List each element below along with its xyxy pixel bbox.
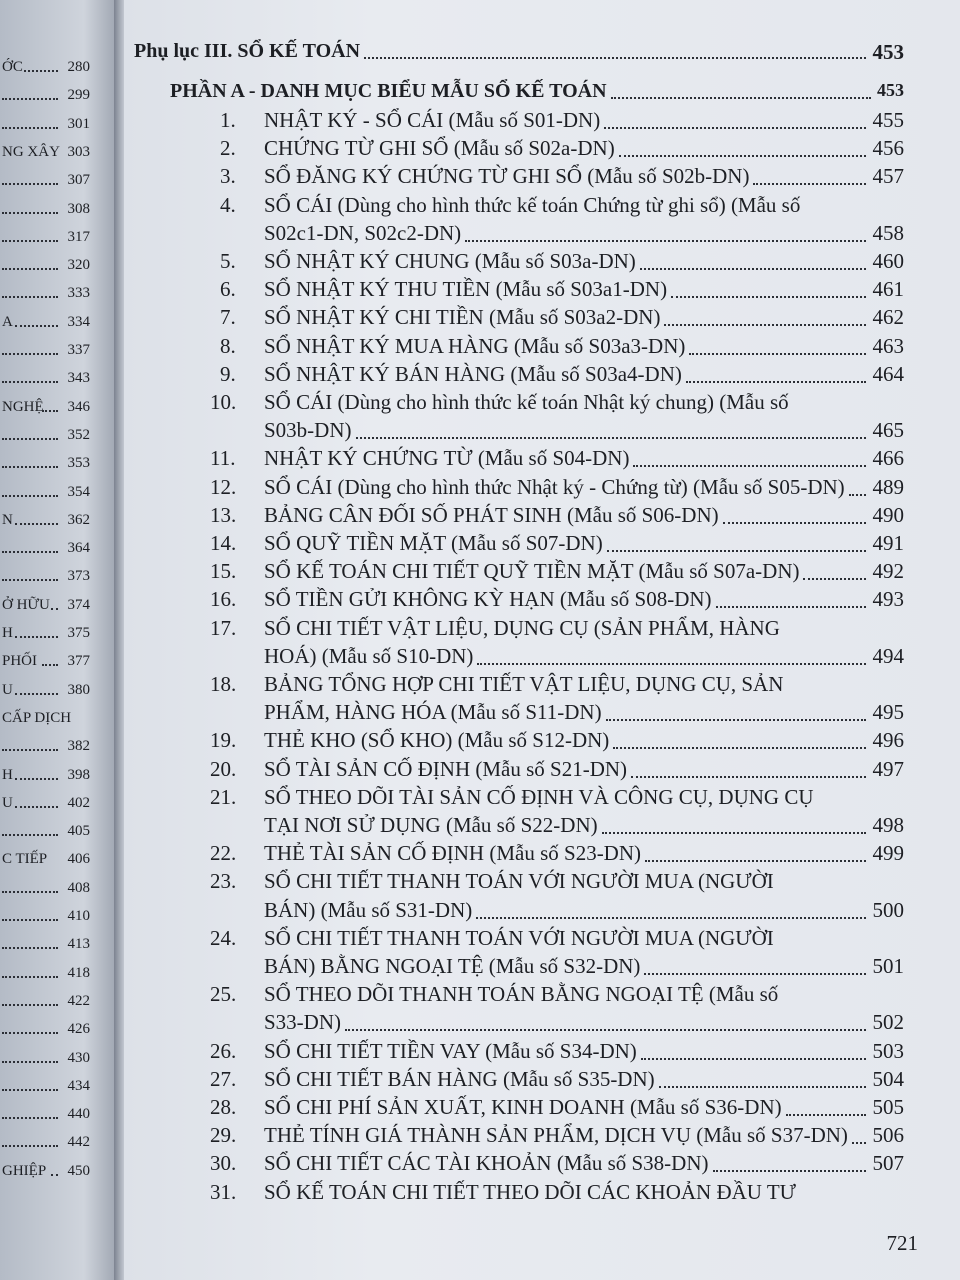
left-page-entry [0, 760, 114, 786]
leader-dots [640, 268, 866, 270]
leader-dots [2, 98, 58, 100]
toc-entry-number: 24. [210, 925, 237, 950]
leader-dots [786, 1114, 866, 1116]
left-page-entry-page-number: 320 [67, 257, 90, 274]
appendix-title: Phụ lục III. SỔ KẾ TOÁN [134, 40, 361, 62]
left-page-entry-text: GHIỆP [2, 1162, 47, 1179]
left-page-entry [0, 1099, 114, 1125]
toc-entry-title: S02c1-DN, S02c2-DN) [264, 220, 462, 245]
toc-entry-page-number: 506 [872, 1123, 904, 1148]
left-page-entry [0, 873, 114, 899]
left-page-entry-page-number: 380 [67, 681, 90, 698]
toc-entry-title: SỔ CÁI (Dùng cho hình thức kế toán Chứng từ ghi sổ) (Mẫu số [264, 192, 801, 217]
leader-dots [606, 719, 866, 721]
leader-dots [2, 240, 58, 242]
leader-dots [2, 353, 58, 355]
leader-dots [15, 523, 58, 525]
left-page-entry-page-number: 422 [67, 992, 90, 1009]
toc-entry-page-number: 495 [872, 700, 904, 725]
toc-entry-title: BẢNG TỔNG HỢP CHI TIẾT VẬT LIỆU, DỤNG CỤ, SẢN [264, 672, 784, 696]
toc-entry-page-number: 498 [872, 813, 904, 837]
toc-entry-title: SỔ CHI TIẾT THANH TOÁN VỚI NGƯỜI MUA (NGƯỜI [264, 925, 774, 950]
toc-entry-number: 4. [220, 192, 236, 217]
leader-dots [2, 976, 58, 978]
part-a-page-number: 453 [877, 80, 904, 100]
leader-dots [15, 806, 58, 808]
left-page-entry [0, 901, 114, 927]
left-page-entry-page-number: 408 [67, 879, 90, 896]
left-page-entry-text: C TIẾP [2, 851, 48, 868]
toc-entry-title: SỔ NHẬT KÝ MUA HÀNG (Mẫu số S03a3-DN) [264, 333, 686, 358]
leader-dots [645, 860, 866, 862]
left-page-entry-page-number: 442 [67, 1134, 90, 1151]
left-facing-page [0, 0, 120, 1280]
toc-entry-title: SỔ CHI TIẾT CÁC TÀI KHOẢN (Mẫu số S38-DN) [264, 1151, 709, 1176]
toc-entry-title: BÁN) (Mẫu số S31-DN) [264, 897, 473, 922]
toc-entry-title: SỔ QUỸ TIỀN MẶT (Mẫu số S07-DN) [264, 531, 603, 555]
toc-entry-title: NHẬT KÝ CHỨNG TỪ (Mẫu số S04-DN) [264, 446, 630, 471]
toc-entry-number: 15. [210, 559, 237, 584]
page-folio: 721 [886, 1231, 918, 1255]
left-page-entry [0, 137, 114, 163]
toc-entry-number: 9. [220, 361, 236, 386]
leader-dots [2, 1032, 58, 1034]
left-page-entry-page-number: 334 [67, 313, 90, 330]
toc-entry-number: 27. [210, 1066, 237, 1091]
toc-entry-title: SỔ CÁI (Dùng cho hình thức Nhật ký - Chứng từ) (Mẫu số S05-DN) [264, 474, 845, 499]
toc-entry-page-number: 500 [872, 897, 904, 922]
left-page-entry-page-number: 398 [67, 766, 90, 783]
left-page-entry [0, 958, 114, 984]
leader-dots [465, 240, 866, 242]
left-page-entry-text: ỚC [2, 59, 23, 75]
left-page-entry-text: NGHỆ [2, 398, 44, 415]
left-page-entry-page-number: 434 [67, 1077, 90, 1094]
left-page-entry-page-number: 337 [67, 342, 90, 358]
leader-dots [2, 891, 58, 893]
toc-entry-number: 13. [210, 502, 237, 527]
left-page-entry [0, 109, 114, 135]
toc-entry-title: THẺ KHO (SỔ KHO) (Mẫu số S12-DN) [264, 728, 610, 753]
toc-entry-title: SỔ NHẬT KÝ CHI TIỀN (Mẫu số S03a2-DN) [264, 305, 661, 330]
left-page-entry-text: N [2, 511, 13, 528]
left-page-entry [0, 307, 114, 333]
left-page-entry-page-number: 450 [67, 1162, 90, 1179]
toc-entry-page-number: 494 [872, 643, 904, 668]
leader-dots [51, 608, 58, 610]
leader-dots [849, 494, 866, 496]
left-page-entry-text: CẤP DỊCH [2, 709, 72, 726]
toc-entry-page-number: 502 [872, 1010, 904, 1035]
toc-entry-page-number: 489 [872, 474, 904, 499]
left-page-entry [0, 844, 114, 870]
left-page-entry-page-number: 303 [67, 143, 90, 160]
left-page-entry [0, 675, 114, 701]
toc-entry-title: BẢNG CÂN ĐỐI SỐ PHÁT SINH (Mẫu số S06-DN) [264, 502, 719, 527]
left-page-entry-text: H [2, 766, 13, 783]
leader-dots [2, 1061, 58, 1063]
left-page-entry-text: U [2, 681, 13, 698]
left-page-entry-page-number: 426 [67, 1021, 90, 1038]
left-page-entry [0, 731, 114, 757]
left-page-entry [0, 590, 114, 616]
toc-entry-number: 18. [210, 672, 237, 696]
toc-entry-number: 5. [220, 249, 236, 273]
toc-entry-page-number: 507 [872, 1151, 904, 1176]
leader-dots [2, 127, 58, 129]
left-page-entry [0, 420, 114, 446]
leader-dots [607, 550, 866, 552]
leader-dots [613, 747, 866, 749]
left-page-entry [0, 1127, 114, 1153]
leader-dots [644, 973, 866, 975]
leader-dots [2, 1004, 58, 1006]
leader-dots [611, 97, 871, 99]
leader-dots [15, 778, 58, 780]
toc-entry-title: HOÁ) (Mẫu số S10-DN) [264, 643, 474, 668]
toc-entry-title: SỔ CHI PHÍ SẢN XUẤT, KINH DOANH (Mẫu số S36-DN) [264, 1095, 782, 1119]
left-page-entry-text: A [2, 313, 13, 330]
left-page-entry-page-number: 364 [67, 540, 90, 557]
leader-dots [24, 70, 58, 72]
leader-dots [15, 325, 58, 327]
left-page-entry [0, 165, 114, 191]
toc-entry-number: 28. [210, 1095, 237, 1119]
toc-entry-page-number: 464 [872, 361, 904, 386]
leader-dots [2, 579, 58, 581]
left-page-entry-page-number: 353 [67, 455, 90, 472]
toc-entry-page-number: 491 [872, 531, 904, 555]
toc-entry-title: SỔ KẾ TOÁN CHI TIẾT THEO DÕI CÁC KHOẢN ĐẦU TƯ [264, 1179, 796, 1204]
left-page-entry-page-number: 413 [67, 936, 90, 953]
left-page-entry-page-number: 405 [67, 823, 90, 840]
leader-dots [619, 155, 866, 157]
left-page-entry-page-number: 377 [67, 653, 90, 670]
toc-entry-page-number: 504 [872, 1066, 904, 1091]
leader-dots [2, 1145, 58, 1147]
leader-dots [2, 495, 58, 497]
left-page-entry-page-number: 440 [67, 1106, 90, 1123]
left-page-entry-page-number: 410 [67, 908, 90, 924]
toc-entry-page-number: 503 [872, 1038, 904, 1063]
left-page-entry-page-number: 354 [67, 483, 90, 500]
left-page-entry [0, 392, 114, 418]
part-a-title: PHẦN A - DANH MỤC BIỂU MẪU SỔ KẾ TOÁN [170, 80, 607, 102]
leader-dots [2, 919, 58, 921]
left-page-entry-page-number: 374 [67, 596, 90, 613]
toc-entry-title: SỔ ĐĂNG KÝ CHỨNG TỪ GHI SỔ (Mẫu số S02b-DN) [264, 164, 750, 189]
left-page-entry-page-number: 418 [67, 964, 90, 981]
toc-entry-page-number: 490 [872, 502, 904, 527]
toc-entry-title: SỔ NHẬT KÝ CHUNG (Mẫu số S03a-DN) [264, 249, 636, 273]
left-page-entry-page-number: 280 [67, 59, 90, 75]
leader-dots [602, 832, 866, 834]
leader-dots [2, 381, 58, 383]
leader-dots [689, 353, 866, 355]
left-page-entry [0, 533, 114, 559]
left-page-entry-page-number: 346 [67, 398, 90, 415]
left-page-entry [0, 816, 114, 842]
toc-entry-number: 26. [210, 1038, 237, 1063]
left-page-entry [0, 929, 114, 955]
toc-entry-number: 6. [220, 277, 236, 302]
leader-dots [356, 437, 866, 439]
toc-entry-page-number: 466 [872, 446, 904, 471]
left-page-entry [0, 788, 114, 814]
leader-dots [2, 296, 58, 298]
toc-entry-number: 3. [220, 164, 236, 189]
toc-entry-number: 29. [210, 1123, 237, 1148]
toc-entry-number: 7. [220, 305, 236, 330]
leader-dots [671, 296, 866, 298]
left-page-entry [0, 250, 114, 276]
toc-entry-number: 20. [210, 756, 237, 781]
toc-page [124, 0, 960, 1280]
toc-entry-page-number: 460 [872, 249, 904, 273]
left-page-entry-page-number: 308 [67, 200, 90, 217]
toc-entry-title: PHẨM, HÀNG HÓA (Mẫu số S11-DN) [264, 700, 602, 725]
left-page-entry-page-number: 406 [67, 851, 90, 868]
toc-entry-title: SỔ CHI TIẾT BÁN HÀNG (Mẫu số S35-DN) [264, 1066, 655, 1091]
toc-entry-page-number: 492 [872, 559, 904, 584]
left-page-entry [0, 1071, 114, 1097]
toc-entry-number: 30. [210, 1151, 237, 1176]
left-page-entry [0, 646, 114, 672]
toc-entry-page-number: 465 [872, 418, 904, 443]
toc-entry-page-number: 493 [872, 587, 904, 612]
left-page-entry [0, 703, 114, 729]
toc-entry-page-number: 461 [872, 277, 904, 302]
toc-entry-page-number: 501 [872, 954, 904, 978]
leader-dots [477, 663, 866, 665]
leader-dots [723, 522, 866, 524]
left-page-entry [0, 363, 114, 389]
toc-entry-number: 22. [210, 841, 237, 866]
leader-dots [2, 212, 58, 214]
left-page-entry [0, 448, 114, 474]
left-page-entry [0, 1043, 114, 1069]
leader-dots [686, 381, 866, 383]
left-page-entry [0, 1014, 114, 1040]
toc-entry-number: 11. [210, 446, 236, 471]
toc-entry-title: SỔ KẾ TOÁN CHI TIẾT QUỸ TIỀN MẶT (Mẫu số S07a-DN) [264, 559, 800, 584]
leader-dots [713, 1170, 866, 1172]
toc-entry-title: THẺ TÍNH GIÁ THÀNH SẢN PHẨM, DỊCH VỤ (Mẫu số S37-DN) [264, 1123, 848, 1148]
leader-dots [716, 606, 866, 608]
leader-dots [2, 466, 58, 468]
toc-entry-number: 14. [210, 531, 237, 555]
leader-dots [664, 324, 866, 326]
toc-entry-number: 10. [210, 390, 237, 414]
toc-entry-page-number: 505 [872, 1095, 904, 1119]
leader-dots [2, 834, 58, 836]
toc-entry-page-number: 496 [872, 728, 904, 753]
leader-dots [641, 1058, 866, 1060]
left-page-entry-text: H [2, 625, 13, 641]
left-page-entry-text: U [2, 794, 13, 811]
toc-entry-title: BÁN) BẰNG NGOẠI TỆ (Mẫu số S32-DN) [264, 954, 641, 978]
left-page-entry [0, 477, 114, 503]
toc-entry-page-number: 455 [872, 108, 904, 132]
left-page-entry [0, 986, 114, 1012]
left-page-entry [0, 278, 114, 304]
left-page-entry-page-number: 299 [67, 87, 90, 104]
toc-entry-title: S03b-DN) [264, 418, 352, 443]
left-page-entry-page-number: 362 [67, 511, 90, 528]
leader-dots [2, 268, 58, 270]
left-page-entry-page-number: 301 [67, 115, 90, 132]
toc-entry-title: S33-DN) [264, 1010, 341, 1035]
toc-entry-title: TẠI NƠI SỬ DỤNG (Mẫu số S22-DN) [264, 813, 598, 837]
left-page-entry-page-number: 373 [67, 568, 90, 585]
toc-entry-page-number: 463 [872, 333, 904, 358]
toc-entry-number: 8. [220, 333, 236, 358]
left-page-entry-page-number: 375 [67, 625, 90, 641]
toc-entry-number: 17. [210, 615, 237, 640]
toc-entry-page-number: 458 [872, 220, 904, 245]
leader-dots [2, 749, 58, 751]
toc-entry-number: 19. [210, 728, 237, 753]
left-page-entry-page-number: 343 [67, 370, 90, 387]
leader-dots [42, 664, 58, 666]
leader-dots [2, 947, 58, 949]
toc-entry-title: SỔ NHẬT KÝ BÁN HÀNG (Mẫu số S03a4-DN) [264, 361, 682, 386]
leader-dots [852, 1142, 866, 1144]
leader-dots [2, 438, 58, 440]
leader-dots [631, 776, 866, 778]
leader-dots [604, 127, 866, 129]
left-page-entry-page-number: 402 [67, 794, 90, 811]
leader-dots [51, 1174, 58, 1176]
toc-entry-number: 2. [220, 136, 236, 161]
leader-dots [633, 465, 866, 467]
left-page-entry-page-number: 382 [67, 738, 90, 755]
left-page-entry-page-number: 430 [67, 1049, 90, 1066]
toc-entry-title: SỔ NHẬT KÝ THU TIỀN (Mẫu số S03a1-DN) [264, 277, 668, 302]
left-page-entry [0, 561, 114, 587]
left-page-entry-text: PHỐI [2, 653, 38, 670]
toc-entry-number: 21. [210, 784, 237, 809]
left-page-entry-page-number: 317 [67, 228, 90, 245]
left-page-entry [0, 1156, 114, 1182]
toc-entry-page-number: 462 [872, 305, 904, 330]
toc-entry-title: SỔ CÁI (Dùng cho hình thức kế toán Nhật ký chung) (Mẫu số [264, 390, 789, 414]
leader-dots [476, 917, 866, 919]
leader-dots [803, 578, 866, 580]
leader-dots [2, 551, 58, 553]
leader-dots [2, 183, 58, 185]
appendix-page-number: 453 [872, 40, 904, 64]
toc-entry-title: THẺ TÀI SẢN CỐ ĐỊNH (Mẫu số S23-DN) [264, 841, 642, 866]
left-page-entry [0, 194, 114, 220]
left-page-entry-page-number: 307 [67, 172, 90, 189]
left-page-entry [0, 80, 114, 106]
leader-dots [345, 1029, 866, 1031]
leader-dots [364, 57, 866, 59]
toc-entry-title: SỔ TIỀN GỬI KHÔNG KỲ HẠN (Mẫu số S08-DN) [264, 587, 712, 612]
toc-entry-title: SỔ TÀI SẢN CỐ ĐỊNH (Mẫu số S21-DN) [264, 756, 628, 781]
toc-entry-title: SỔ THEO DÕI TÀI SẢN CỐ ĐỊNH VÀ CÔNG CỤ, DỤNG CỤ [264, 784, 814, 809]
left-page-entry [0, 222, 114, 248]
toc-entry-page-number: 456 [872, 136, 904, 161]
toc-entry-title: SỔ CHI TIẾT VẬT LIỆU, DỤNG CỤ (SẢN PHẨM, HÀNG [264, 615, 780, 640]
left-page-entry [0, 618, 114, 644]
toc-entry-title: SỔ CHI TIẾT THANH TOÁN VỚI NGƯỜI MUA (NGƯỜI [264, 869, 774, 894]
toc-entry-number: 23. [210, 869, 237, 894]
leader-dots [15, 636, 58, 638]
leader-dots [42, 410, 58, 412]
leader-dots [2, 1117, 58, 1119]
toc-entry-title: NHẬT KÝ - SỔ CÁI (Mẫu số S01-DN) [264, 108, 601, 132]
left-page-entry-text: Ở HỮU [2, 596, 50, 613]
left-page-entry [0, 52, 114, 78]
leader-dots [2, 1089, 58, 1091]
leader-dots [659, 1086, 866, 1088]
toc-entry-page-number: 497 [872, 756, 904, 781]
toc-entry-page-number: 499 [872, 841, 904, 866]
left-page-entry-text: NG XÂY [2, 143, 60, 160]
toc-entry-title: SỔ THEO DÕI THANH TOÁN BẰNG NGOẠI TỆ (Mẫu số [264, 982, 779, 1007]
toc-entry-title: SỔ CHI TIẾT TIỀN VAY (Mẫu số S34-DN) [264, 1038, 637, 1063]
toc-entry-number: 25. [210, 982, 237, 1007]
toc-entry-number: 12. [210, 474, 237, 499]
toc-entry-number: 16. [210, 587, 237, 612]
toc-entry-number: 31. [210, 1179, 237, 1204]
leader-dots [753, 183, 866, 185]
left-page-entry-page-number: 352 [67, 426, 90, 443]
toc-entry-number: 1. [220, 108, 236, 132]
left-page-entry [0, 335, 114, 361]
left-page-entry-page-number: 333 [67, 285, 90, 302]
leader-dots [15, 693, 58, 695]
toc-entry-page-number: 457 [872, 164, 904, 189]
toc-entry-title: CHỨNG TỪ GHI SỔ (Mẫu số S02a-DN) [264, 136, 615, 161]
left-page-entry [0, 505, 114, 531]
